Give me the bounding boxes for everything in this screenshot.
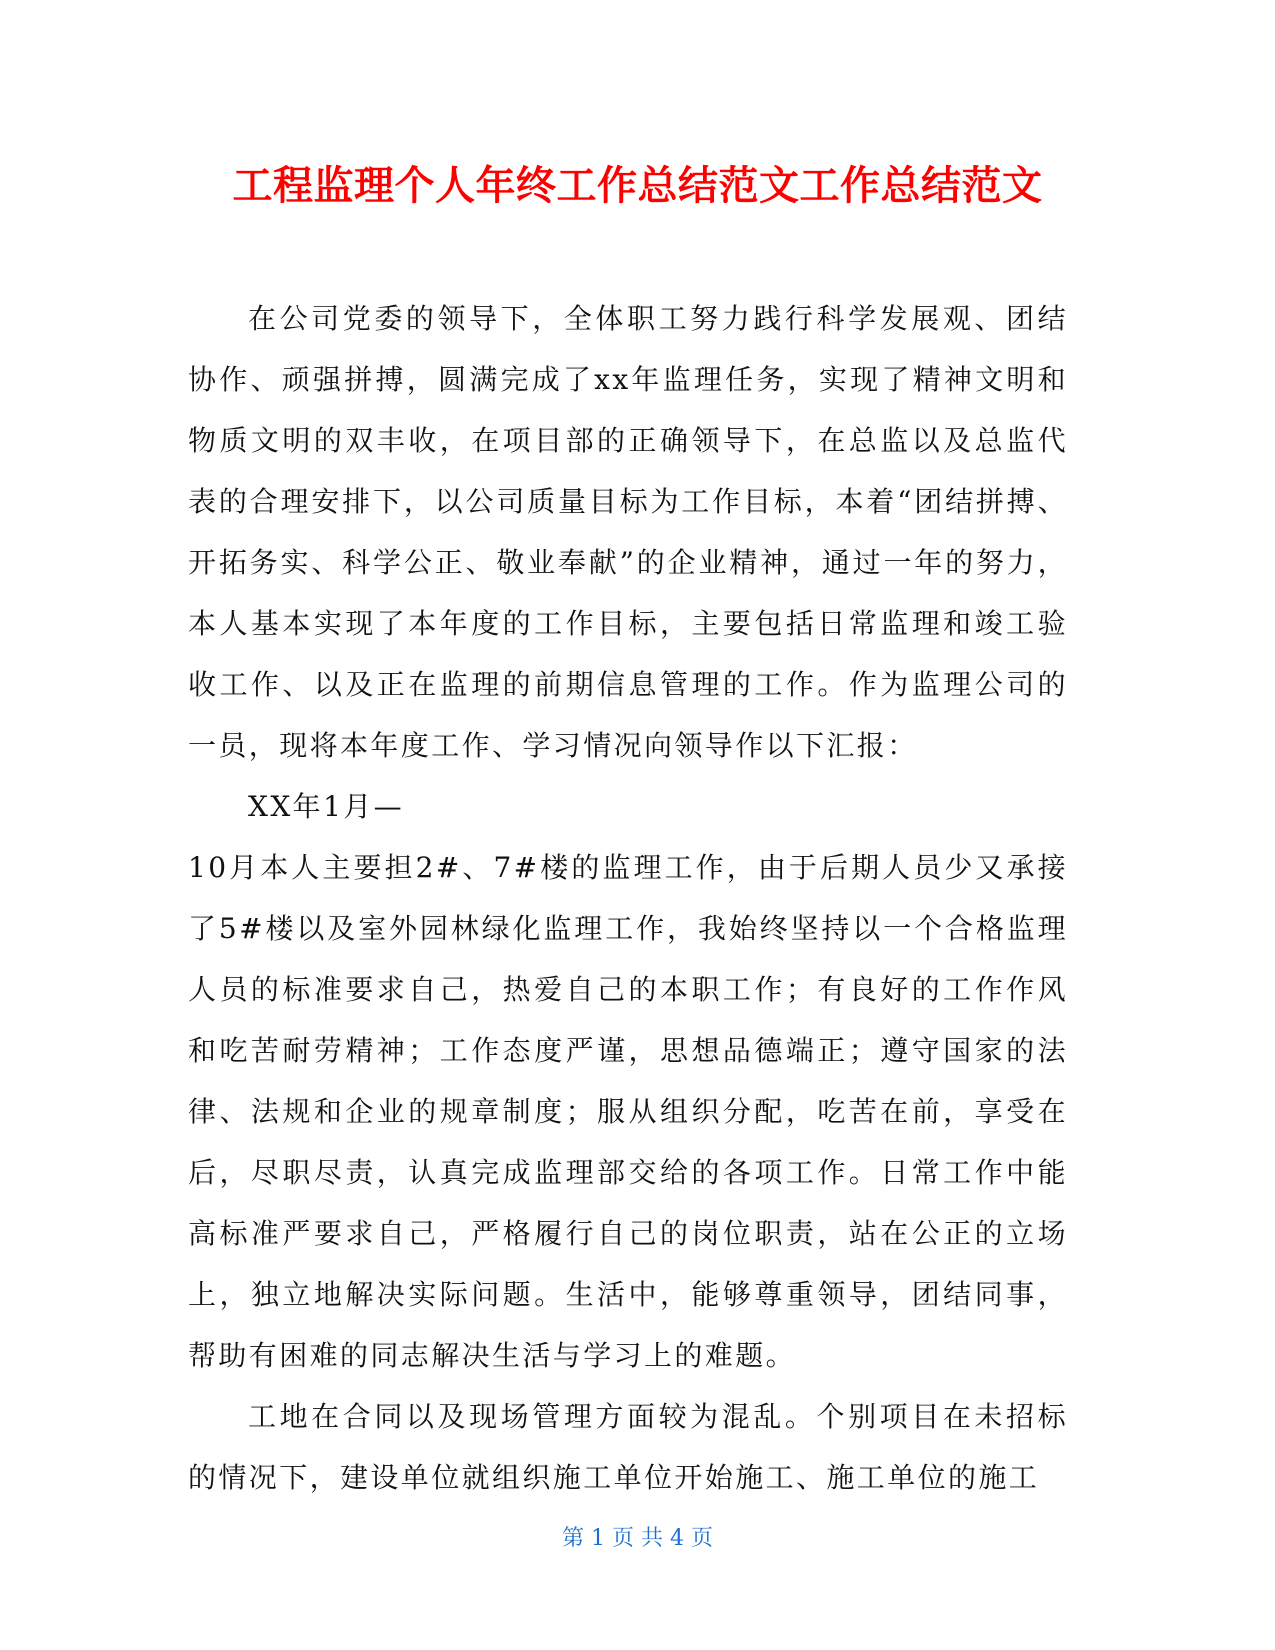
document-title: 工程监理个人年终工作总结范文工作总结范文 (232, 163, 1043, 209)
paragraph-site-issues: 工地在合同以及现场管理方面较为混乱。个别项目在未招标的情况下，建设单位就组织施工单位开始施工、施工单位的施工 (188, 1400, 1068, 1494)
page-number-footer: 第 1 页 共 4 页 (562, 1526, 713, 1551)
paragraph-intro: 在公司党委的领导下，全体职工努力践行科学发展观、团结协作、顽强拼搏，圆满完成了xx年监理任务，实现了精神文明和物质文明的双丰收，在项目部的正确领导下，在总监以及总监代表的合理安排下，以公司质量目标为工作目标，本着“团结拼搏、开拓务实、科学公正、敬业奉献”的企业精神，通过一年的努力，本人基本实现了本年度的工作目标，主要包括日常监理和竣工验收工作、以及正在监理的前期信息管理的工作。作为监理公司的一员，现将本年度工作、学习情况向领导作以下汇报： (188, 302, 1068, 762)
paragraph-work-duties: 10月本人主要担2#、7#楼的监理工作，由于后期人员少又承接了5#楼以及室外园林绿化监理工作，我始终坚持以一个合格监理人员的标准要求自己，热爱自己的本职工作；有良好的工作作风和吃苦耐劳精神；工作态度严谨，思想品德端正；遵守国家的法律、法规和企业的规章制度；服从组织分配，吃苦在前，享受在后，尽职尽责，认真完成监理部交给的各项工作。日常工作中能高标准严要求自己，严格履行自己的岗位职责，站在公正的立场上，独立地解决实际问题。生活中，能够尊重领导，团结同事，帮助有困难的同志解决生活与学习上的难题。 (188, 851, 1068, 1372)
paragraph-period: XX年1月— (248, 790, 405, 823)
document-body (188, 288, 1068, 1508)
